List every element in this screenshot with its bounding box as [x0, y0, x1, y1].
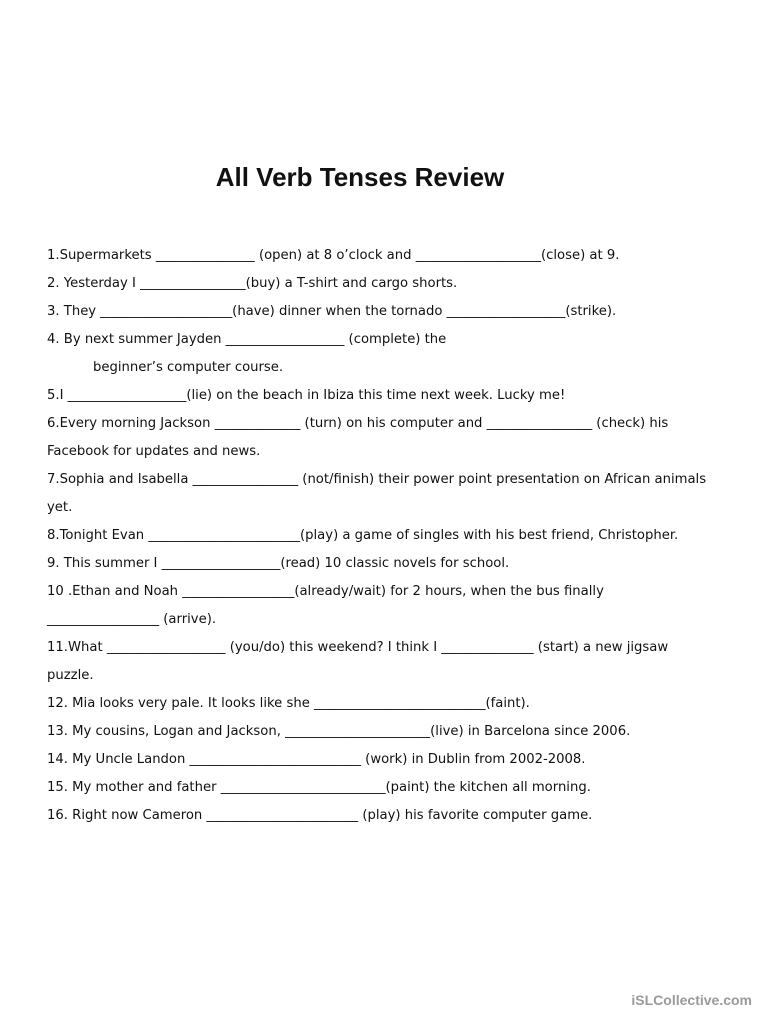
exercise-line: 13. My cousins, Logan and Jackson, ______________________(live) in Barcelona since 2006.: [47, 724, 631, 739]
exercise-line: Facebook for updates and news.: [47, 444, 261, 459]
exercise-line: 16. Right now Cameron _______________________ (play) his favorite computer game.: [47, 808, 593, 823]
worksheet-title: All Verb Tenses Review: [215, 162, 505, 192]
exercise-line: 1.Supermarkets _______________ (open) at 8 o’clock and ___________________(close) at 9.: [47, 248, 620, 263]
exercise-line: 8.Tonight Evan _______________________(play) a game of singles with his best friend, Christopher.: [47, 528, 679, 543]
exercise-line: 11.What __________________ (you/do) this weekend? I think I ______________ (start) a new jigsaw: [47, 640, 669, 655]
exercise-line: 4. By next summer Jayden __________________ (complete) the: [47, 332, 447, 347]
exercise-list: [47, 242, 747, 830]
exercise-line: 9. This summer I __________________(read) 10 classic novels for school.: [47, 556, 510, 571]
exercise-line: puzzle.: [47, 668, 94, 683]
exercise-line: 3. They ____________________(have) dinner when the tornado __________________(strike).: [47, 304, 617, 319]
exercise-line: 5.I __________________(lie) on the beach in Ibiza this time next week. Lucky me!: [47, 388, 566, 403]
exercise-line: beginner’s computer course.: [93, 360, 284, 375]
exercise-line: 15. My mother and father _________________________(paint) the kitchen all morning.: [47, 780, 591, 795]
exercise-line: 14. My Uncle Landon __________________________ (work) in Dublin from 2002-2008.: [47, 752, 586, 767]
exercise-line: yet.: [47, 500, 73, 515]
exercise-line: 12. Mia looks very pale. It looks like she __________________________(faint).: [47, 696, 530, 711]
exercise-line: 6.Every morning Jackson _____________ (turn) on his computer and ________________ (check) his: [47, 416, 669, 431]
exercise-line: _________________ (arrive).: [47, 612, 217, 627]
exercise-line: 2. Yesterday I ________________(buy) a T-shirt and cargo shorts.: [47, 276, 458, 291]
exercise-line: 10 .Ethan and Noah _________________(already/wait) for 2 hours, when the bus finally: [47, 584, 604, 599]
exercise-line: 7.Sophia and Isabella ________________ (not/finish) their power point presentation on African animals: [47, 472, 707, 487]
site-watermark: iSLCollective.com: [631, 992, 752, 1008]
